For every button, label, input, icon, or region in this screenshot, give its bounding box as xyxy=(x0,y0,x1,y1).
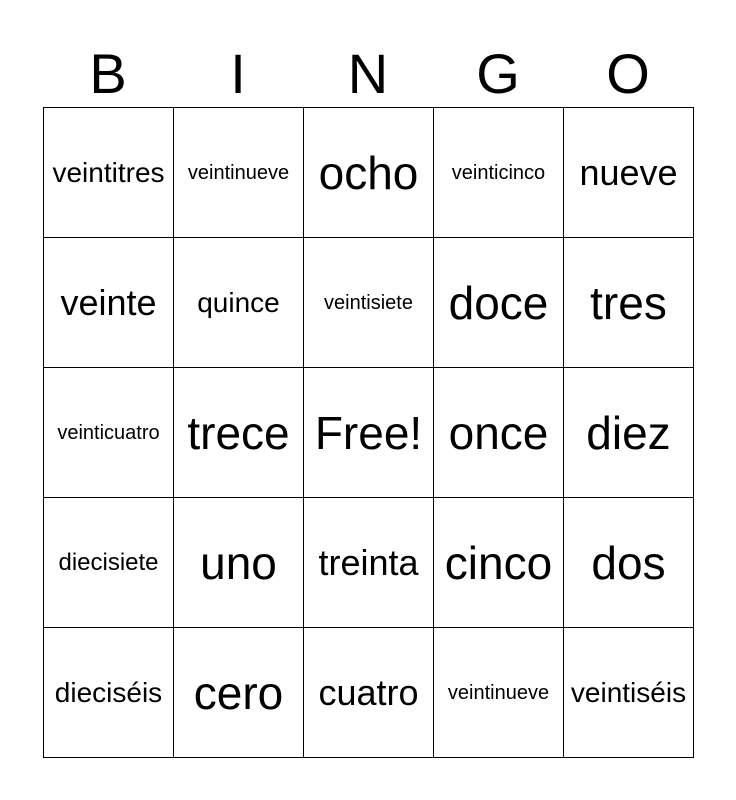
bingo-header xyxy=(43,40,693,108)
bingo-cell[interactable]: tres xyxy=(564,238,694,368)
header-letter-i: I xyxy=(230,42,246,105)
header-letter-n: N xyxy=(347,42,389,105)
bingo-board xyxy=(43,107,694,758)
bingo-cell[interactable]: cinco xyxy=(434,498,564,628)
bingo-cell[interactable]: trece xyxy=(174,368,304,498)
bingo-cell[interactable]: diecisiete xyxy=(44,498,174,628)
bingo-cell[interactable]: veintinueve xyxy=(174,108,304,238)
bingo-cell[interactable]: veintitres xyxy=(44,108,174,238)
header-letter-g: G xyxy=(476,42,520,105)
header-letter-o: O xyxy=(606,42,650,105)
bingo-cell[interactable]: nueve xyxy=(564,108,694,238)
bingo-cell[interactable]: dieciséis xyxy=(44,628,174,758)
bingo-cell[interactable]: uno xyxy=(174,498,304,628)
bingo-cell[interactable]: doce xyxy=(434,238,564,368)
bingo-cell[interactable]: cero xyxy=(174,628,304,758)
bingo-cell[interactable]: veinticuatro xyxy=(44,368,174,498)
bingo-cell[interactable]: cuatro xyxy=(304,628,434,758)
bingo-cell[interactable]: treinta xyxy=(304,498,434,628)
header-letter-b: B xyxy=(89,42,127,105)
bingo-cell[interactable]: diez xyxy=(564,368,694,498)
bingo-free-cell[interactable]: Free! xyxy=(304,368,434,498)
bingo-cell[interactable]: once xyxy=(434,368,564,498)
bingo-cell[interactable]: dos xyxy=(564,498,694,628)
bingo-cell[interactable]: veintinueve xyxy=(434,628,564,758)
bingo-cell[interactable]: ocho xyxy=(304,108,434,238)
bingo-cell[interactable]: veinticinco xyxy=(434,108,564,238)
bingo-cell[interactable]: veinte xyxy=(44,238,174,368)
bingo-cell[interactable]: veintiséis xyxy=(564,628,694,758)
bingo-cell[interactable]: quince xyxy=(174,238,304,368)
bingo-cell[interactable]: veintisiete xyxy=(304,238,434,368)
